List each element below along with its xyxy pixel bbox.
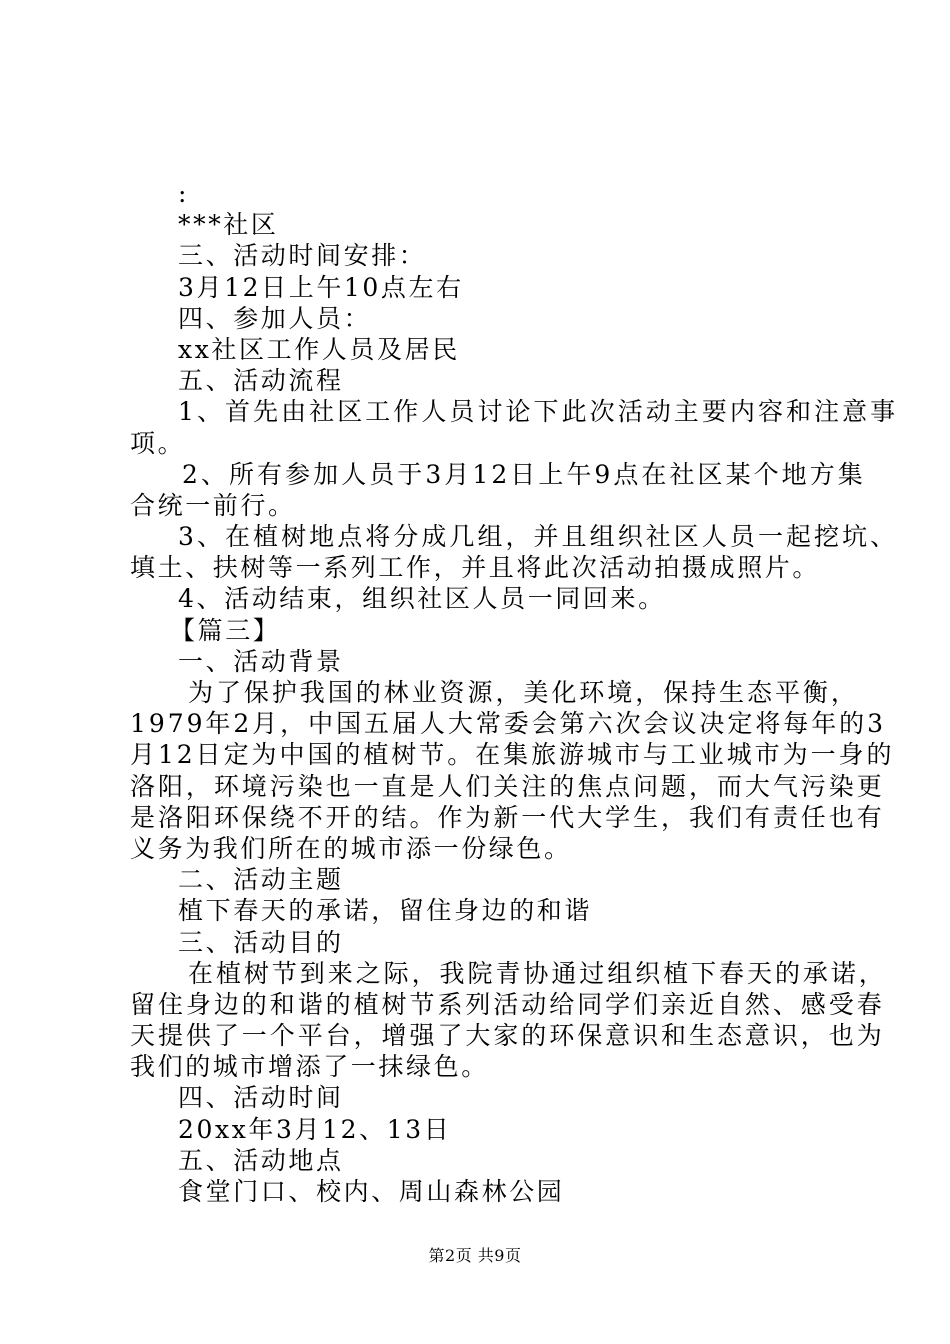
text-line: 义务为我们所在的城市添一份绿色。 — [130, 833, 572, 863]
section-heading: 五、活动流程 — [178, 366, 344, 396]
text-line: xx社区工作人员及居民 — [178, 334, 460, 364]
text-line: 是洛阳环保绕不开的结。作为新一代大学生，我们有责任也有 — [130, 802, 885, 832]
page-number: 第2页 共9页 — [428, 1246, 522, 1265]
text-line: 2、所有参加人员于3月12日上午9点在社区某个地方集 — [182, 459, 866, 489]
section-heading: 四、参加人员： — [178, 303, 372, 333]
text-line: 1979年2月，中国五届人大常委会第六次会议决定将每年的3 — [130, 709, 886, 739]
text-line: 洛阳，环境污染也一直是人们关注的焦点问题，而大气污染更 — [130, 771, 885, 801]
text-line: 植下春天的承诺，留住身边的和谐 — [178, 896, 593, 926]
text-line: 1、首先由社区工作人员讨论下此次活动主要内容和注意事 — [178, 397, 899, 427]
text-line: 20xx年3月12、13日 — [178, 1114, 452, 1144]
text-line: 3、在植树地点将分成几组，并且组织社区人员一起挖坑、 — [178, 522, 899, 552]
text-line: 食堂门口、校内、周山森林公园 — [178, 1177, 565, 1206]
section-heading: 二、活动主题 — [178, 865, 344, 895]
text-line: 月12日定为中国的植树节。在集旅游城市与工业城市为一身的 — [130, 740, 895, 770]
section-heading: 一、活动背景 — [178, 646, 344, 676]
text-line: 为了保护我国的林业资源，美化环境，保持生态平衡， — [188, 678, 859, 707]
text-line: 项。 — [130, 428, 186, 458]
text-line: ***社区 — [178, 210, 279, 240]
text-line: 留住身边的和谐的植树节系列活动给同学们亲近自然、感受春 — [130, 989, 885, 1019]
text-line: 天提供了一个平台，增强了大家的环保意识和生态意识，也为 — [130, 1021, 885, 1051]
section-heading: 三、活动目的 — [178, 927, 344, 957]
text-line: 4、活动结束，组织社区人员一同回来。 — [178, 584, 666, 614]
text-line: : — [178, 179, 190, 208]
text-line: 我们的城市增添了一抹绿色。 — [130, 1052, 489, 1082]
text-line: 3月12日上午10点左右 — [178, 272, 464, 302]
section-heading: 五、活动地点 — [178, 1145, 344, 1175]
page-footer — [0, 1243, 950, 1266]
text-line: 合统一前行。 — [130, 490, 296, 520]
section-heading: 三、活动时间安排： — [178, 241, 427, 271]
text-line: 填土、扶树等一系列工作，并且将此次活动拍摄成照片。 — [130, 553, 821, 583]
section-heading: 四、活动时间 — [178, 1083, 344, 1113]
document-body — [130, 178, 899, 1207]
chapter-heading: 【篇三】 — [170, 615, 281, 645]
text-line: 在植树节到来之际，我院青协通过组织植下春天的承诺， — [188, 958, 887, 988]
